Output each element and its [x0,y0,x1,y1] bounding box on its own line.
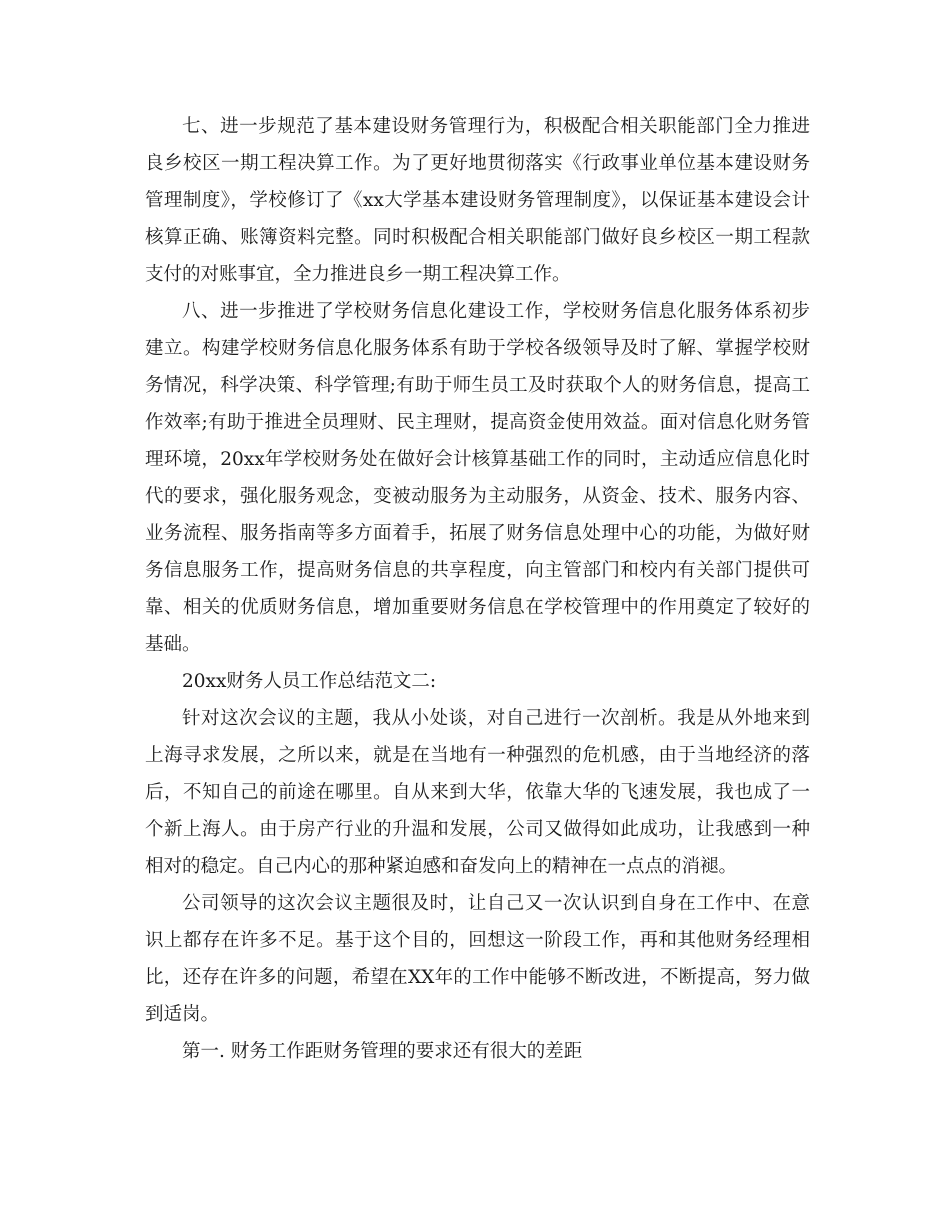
paragraph-meeting-theme: 公司领导的这次会议主题很及时，让自己又一次认识到自身在工作中、在意识上都存在许多不足。基于这个目的，回想这一阶段工作，再和其他财务经理相比，还存在许多的问题，希望在XX年的工作中能够不断改进，不断提高，努力做到适岗。 [145,893,810,1025]
subheading-point-one: 第一. 财务工作距财务管理的要求还有很大的差距 [182,1041,583,1062]
subheading-sample-two: 20xx财务人员工作总结范文二: [182,671,437,692]
paragraph-section-eight: 八、进一步推进了学校财务信息化建设工作，学校财务信息化服务体系初步建立。构建学校财务信息化服务体系有助于学校各级领导及时了解、掌握学校财务情况，科学决策、科学管理;有助于师生员工及时获取个人的财务信息，提高工作效率;有助于推进全员理财、民主理财，提高资金使用效益。面对信息化财务管理环境，20xx年学校财务处在做好会计核算基础工作的同时，主动适应信息化时代的要求，强化服务观念，变被动服务为主动服务，从资金、技术、服务内容、业务流程、服务指南等多方面着手，拓展了财务信息处理中心的功能，为做好财务信息服务工作，提高财务信息的共享程度，向主管部门和校内有关部门提供可靠、相关的优质财务信息，增加重要财务信息在学校管理中的作用奠定了较好的基础。 [145,301,810,655]
paragraph-section-seven: 七、进一步规范了基本建设财务管理行为，积极配合相关职能部门全力推进良乡校区一期工程决算工作。为了更好地贯彻落实《行政事业单位基本建设财务管理制度》，学校修订了《xx大学基本建设财务管理制度》，以保证基本建设会计核算正确、账簿资料完整。同时积极配合相关职能部门做好良乡校区一期工程款支付的对账事宜，全力推进良乡一期工程决算工作。 [145,116,810,285]
paragraph-self-analysis: 针对这次会议的主题，我从小处谈，对自己进行一次剖析。我是从外地来到上海寻求发展，之所以来，就是在当地有一种强烈的危机感，由于当地经济的落后，不知自己的前途在哪里。自从来到大华，依靠大华的飞速发展，我也成了一个新上海人。由于房产行业的升温和发展，公司又做得如此成功，让我感到一种相对的稳定。自己内心的那种紧迫感和奋发向上的精神在一点点的消褪。 [145,708,810,877]
document-body [145,108,810,1070]
